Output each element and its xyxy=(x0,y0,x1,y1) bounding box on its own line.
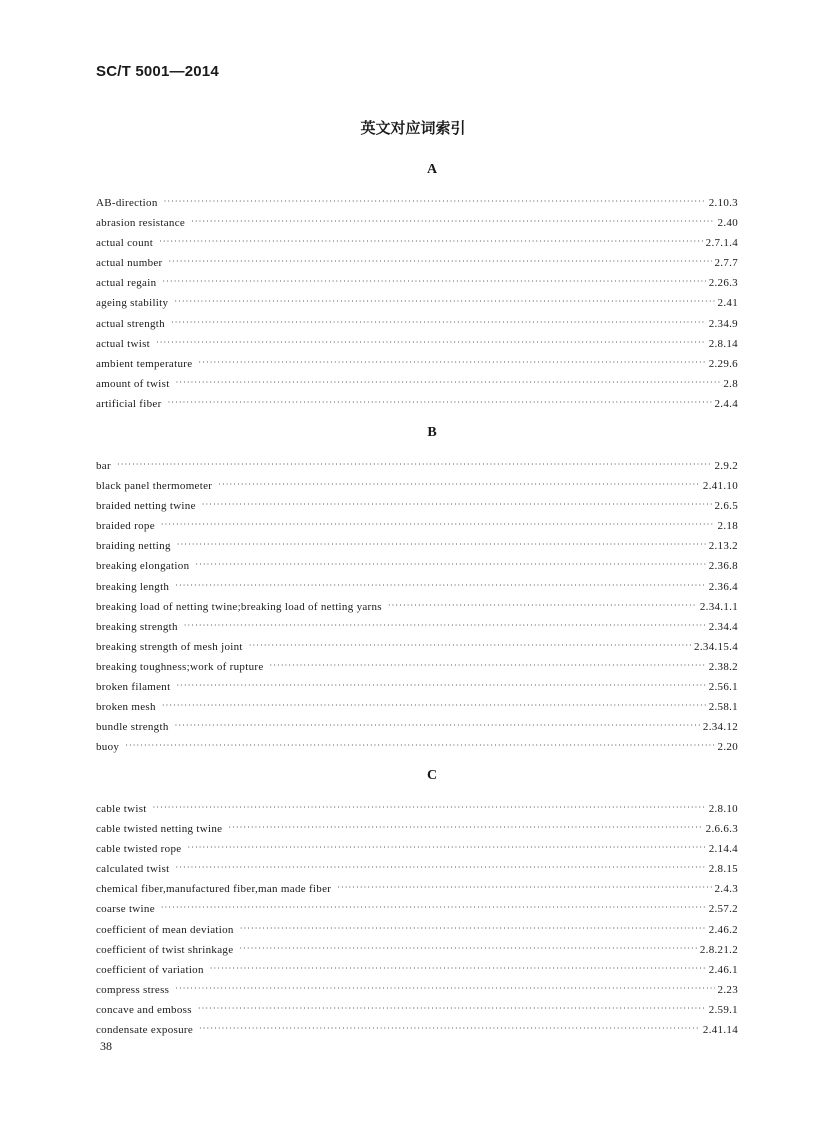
entry-term: breaking strength xyxy=(96,620,178,633)
index-entry xyxy=(96,1020,738,1040)
dot-leader xyxy=(187,838,705,858)
index-entry xyxy=(96,657,738,677)
entry-reference: 2.6.5 xyxy=(714,500,738,513)
dot-leader xyxy=(161,515,715,535)
dot-leader xyxy=(240,919,706,939)
entry-term: artificial fiber xyxy=(96,397,162,410)
index-entry xyxy=(96,920,738,940)
entry-reference: 2.59.1 xyxy=(708,1003,738,1016)
entry-reference: 2.8.14 xyxy=(708,337,738,350)
dot-leader xyxy=(153,798,706,818)
dot-leader xyxy=(169,252,712,272)
index-entry xyxy=(96,193,738,213)
entry-term: actual count xyxy=(96,237,154,250)
entry-term: breaking strength of mesh joint xyxy=(96,640,243,653)
entry-term: braiding netting xyxy=(96,540,171,553)
dot-leader xyxy=(198,353,705,373)
dot-leader xyxy=(388,596,697,616)
index-entry xyxy=(96,980,738,1000)
entry-term: coarse twine xyxy=(96,903,155,916)
index-section-b xyxy=(96,423,738,757)
entry-term: abrasion resistance xyxy=(96,217,186,230)
dot-leader xyxy=(218,475,700,495)
entry-reference: 2.56.1 xyxy=(708,681,738,694)
entry-reference: 2.8.15 xyxy=(708,863,738,876)
entry-term: braided netting twine xyxy=(96,500,196,513)
dot-leader xyxy=(195,555,705,575)
entry-reference: 2.7.1.4 xyxy=(705,237,738,250)
dot-leader xyxy=(156,333,706,353)
dot-leader xyxy=(161,898,706,918)
index-entry xyxy=(96,556,738,576)
index-entry xyxy=(96,496,738,516)
entry-reference: 2.34.9 xyxy=(708,317,738,330)
entry-term: bundle strength xyxy=(96,721,169,734)
entry-reference: 2.38.2 xyxy=(708,660,738,673)
entry-term: cable twisted rope xyxy=(96,843,182,856)
index-entry xyxy=(96,273,738,293)
entry-term: breaking length xyxy=(96,580,170,593)
index-entry xyxy=(96,577,738,597)
entry-term: coefficient of mean deviation xyxy=(96,923,234,936)
dot-leader xyxy=(202,495,712,515)
entry-term: bar xyxy=(96,460,111,472)
entry-term: calculated twist xyxy=(96,863,170,876)
index-entry xyxy=(96,737,738,757)
dot-leader xyxy=(337,878,711,898)
dot-leader xyxy=(191,212,714,232)
index-entry xyxy=(96,334,738,354)
index-entry xyxy=(96,799,738,819)
entry-term: coefficient of variation xyxy=(96,963,204,976)
entry-term: braided rope xyxy=(96,520,155,533)
entry-list xyxy=(96,456,738,757)
entry-term: amount of twist xyxy=(96,377,170,390)
entry-list xyxy=(96,799,738,1040)
entry-term: cable twist xyxy=(96,803,147,815)
index-entry xyxy=(96,839,738,859)
index-entry xyxy=(96,960,738,980)
dot-leader xyxy=(176,373,721,393)
index-entry xyxy=(96,899,738,919)
entry-reference: 2.9.2 xyxy=(714,460,738,472)
entry-reference: 2.41.14 xyxy=(702,1024,738,1037)
entry-reference: 2.34.12 xyxy=(702,721,738,734)
entry-term: breaking toughness;work of rupture xyxy=(96,660,264,673)
entry-term: actual twist xyxy=(96,337,151,350)
entry-reference: 2.34.4 xyxy=(708,620,738,633)
dot-leader xyxy=(164,192,706,212)
entry-reference: 2.34.15.4 xyxy=(694,640,738,653)
entry-term: buoy xyxy=(96,741,120,754)
entry-reference: 2.58.1 xyxy=(708,701,738,714)
entry-reference: 2.36.8 xyxy=(708,560,738,573)
entry-reference: 2.14.4 xyxy=(708,843,738,856)
section-letter: C xyxy=(426,768,438,783)
index-entry xyxy=(96,879,738,899)
index-section-a xyxy=(96,160,738,414)
dot-leader xyxy=(117,455,712,475)
index-entry xyxy=(96,354,738,374)
entry-term: breaking elongation xyxy=(96,560,190,573)
entry-reference: 2.57.2 xyxy=(708,903,738,916)
entry-reference: 2.20 xyxy=(717,741,738,754)
entry-reference: 2.23 xyxy=(717,983,738,996)
dot-leader xyxy=(162,272,705,292)
entry-term: actual regain xyxy=(96,277,157,290)
entry-reference: 2.8 xyxy=(723,377,738,390)
entry-term: condensate exposure xyxy=(96,1024,194,1037)
entry-reference: 2.8.21.2 xyxy=(699,943,738,956)
dot-leader xyxy=(239,939,696,959)
entry-term: coefficient of twist shrinkage xyxy=(96,943,234,956)
index-entry xyxy=(96,617,738,637)
index-entry xyxy=(96,293,738,313)
entry-reference: 2.4.3 xyxy=(714,883,738,896)
entry-reference: 2.6.6.3 xyxy=(705,823,738,836)
dot-leader xyxy=(175,716,700,736)
entry-term: compress stress xyxy=(96,983,170,996)
index-entry xyxy=(96,597,738,617)
dot-leader xyxy=(125,736,714,756)
entry-reference: 2.8.10 xyxy=(708,803,738,815)
index-entry xyxy=(96,394,738,414)
index-entry xyxy=(96,213,738,233)
index-entry xyxy=(96,233,738,253)
entry-reference: 2.4.4 xyxy=(714,397,738,410)
index-entry xyxy=(96,637,738,657)
index-entry xyxy=(96,717,738,737)
entry-term: cable twisted netting twine xyxy=(96,823,223,836)
entry-term: concave and emboss xyxy=(96,1003,192,1016)
index-section-c xyxy=(96,766,738,1040)
dot-leader xyxy=(249,636,691,656)
dot-leader xyxy=(184,616,706,636)
entry-reference: 2.41 xyxy=(717,297,738,310)
dot-leader xyxy=(176,676,705,696)
entry-term: ageing stability xyxy=(96,297,169,310)
dot-leader xyxy=(171,313,706,333)
dot-leader xyxy=(210,959,706,979)
entry-reference: 2.10.3 xyxy=(708,197,738,209)
page-number: 38 xyxy=(100,1039,112,1053)
entry-reference: 2.29.6 xyxy=(708,357,738,370)
entry-reference: 2.34.1.1 xyxy=(699,600,738,613)
dot-leader xyxy=(270,656,706,676)
dot-leader xyxy=(159,232,703,252)
entry-reference: 2.46.2 xyxy=(708,923,738,936)
section-letter: A xyxy=(426,162,438,177)
dot-leader xyxy=(176,858,706,878)
entry-reference: 2.46.1 xyxy=(708,963,738,976)
index-entry xyxy=(96,516,738,536)
entry-term: actual strength xyxy=(96,317,165,330)
entry-term: AB-direction xyxy=(96,197,158,209)
index-entry xyxy=(96,819,738,839)
index-entry xyxy=(96,314,738,334)
index-entry xyxy=(96,677,738,697)
index-entry xyxy=(96,374,738,394)
dot-leader xyxy=(174,292,714,312)
index-entry xyxy=(96,476,738,496)
dot-leader xyxy=(228,818,702,838)
entry-reference: 2.13.2 xyxy=(708,540,738,553)
entry-term: actual number xyxy=(96,257,163,270)
dot-leader xyxy=(199,1019,700,1039)
index-entry xyxy=(96,456,738,476)
index-entry xyxy=(96,1000,738,1020)
dot-leader xyxy=(177,535,706,555)
index-entry xyxy=(96,940,738,960)
entry-reference: 2.36.4 xyxy=(708,580,738,593)
index-entry xyxy=(96,536,738,556)
entry-reference: 2.41.10 xyxy=(702,480,738,493)
page-title: 英文对应词索引 xyxy=(360,119,466,137)
dot-leader xyxy=(198,999,706,1019)
dot-leader xyxy=(162,696,706,716)
entry-term: black panel thermometer xyxy=(96,480,213,493)
entry-term: broken mesh xyxy=(96,701,156,714)
entry-reference: 2.18 xyxy=(717,520,738,533)
index-entry xyxy=(96,253,738,273)
index-entry xyxy=(96,697,738,717)
standard-code: SC/T 5001—2014 xyxy=(96,63,219,80)
dot-leader xyxy=(175,576,705,596)
section-letter: B xyxy=(427,425,437,440)
dot-leader xyxy=(175,979,714,999)
entry-term: chemical fiber,manufactured fiber,man made fiber xyxy=(96,883,332,896)
entry-reference: 2.40 xyxy=(717,217,738,230)
entry-term: broken filament xyxy=(96,681,171,694)
entry-term: ambient temperature xyxy=(96,357,193,370)
entry-list xyxy=(96,193,738,414)
index-entry xyxy=(96,859,738,879)
entry-term: breaking load of netting twine;breaking load of netting yarns xyxy=(96,600,382,613)
entry-reference: 2.7.7 xyxy=(714,257,738,270)
dot-leader xyxy=(168,393,712,413)
entry-reference: 2.26.3 xyxy=(708,277,738,290)
